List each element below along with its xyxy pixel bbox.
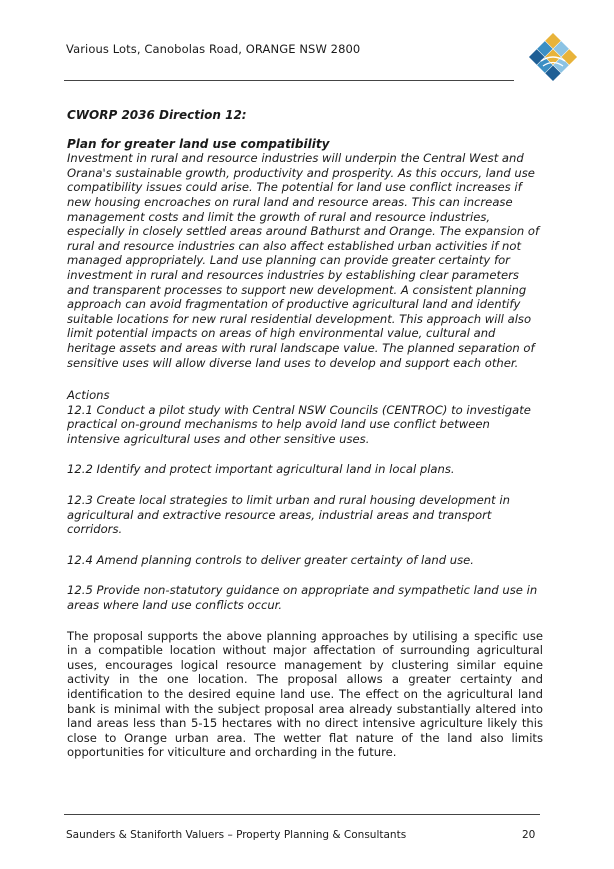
direction-title: CWORP 2036 Direction 12:: [67, 108, 247, 122]
header-address: Various Lots, Canobolas Road, ORANGE NSW 2800: [66, 42, 361, 56]
action-item-12-3: 12.3 Create local strategies to limit urban and rural housing development in agricultural and extractive resource areas, industrial areas and transport corridors.: [67, 493, 510, 537]
action-item-12-5: 12.5 Provide non-statutory guidance on appropriate and sympathetic land use in areas where land use conflicts occur.: [67, 583, 538, 613]
actions-heading: Actions: [67, 388, 110, 403]
company-diamond-logo-icon: [527, 31, 579, 83]
action-item-12-4: 12.4 Amend planning controls to deliver greater certainty of land use.: [67, 552, 474, 567]
main-content: [67, 108, 543, 760]
header-divider: [64, 80, 514, 81]
page-number: 20: [522, 829, 536, 841]
action-item-12-1: 12.1 Conduct a pilot study with Central NSW Councils (CENTROC) to investigate practical on-ground mechanisms to help avoid land use conflict between intensive agricultural uses and other sensitive uses.: [67, 402, 531, 446]
intro-paragraph: Investment in rural and resource industries will underpin the Central West and Orana's sustainable growth, productivity and prosperity. As this occurs, land use compatibility issues could arise. The potential for land use conflict increases if new housing encroaches on rural land and resource areas. This can increase management costs and limit the growth of rural and resource industries, especially in closely settled areas around Bathurst and Orange. The expansion of rural and resource industries can also affect established urban activities if not managed appropriately. Land use planning can provide greater certainty for investment in rural and resources industries by establishing clear parameters and transparent processes to support new development. A consistent planning approach can avoid fragmentation of productive agricultural land and identify suitable locations for new rural residential development. This approach will also limit potential impacts on areas of high environmental value, cultural and heritage assets and areas with rural landscape value. The planned separation of sensitive uses will allow diverse land uses to develop and support each other.: [67, 151, 540, 370]
footer-company: Saunders & Staniforth Valuers – Property Planning & Consultants: [66, 829, 407, 841]
proposal-paragraph: The proposal supports the above planning approaches by utilising a specific use in a compatible location without major affectation of surrounding agricultural uses, encourages logical resource management by clustering similar equine activity in the one location. The proposal allows a greater certainty and identification to the desired equine land use. The effect on the agricultural land bank is minimal with the subject proposal area already substantially altered into land areas less than 5-15 hectares with no direct intensive agriculture likely this close to Orange urban area. The wetter flat nature of the land also limits opportunities for viticulture and orcharding in the future.: [67, 628, 543, 760]
footer-divider: [64, 814, 540, 815]
section-heading: Plan for greater land use compatibility: [67, 136, 330, 151]
action-item-12-2: 12.2 Identify and protect important agricultural land in local plans.: [67, 462, 455, 477]
